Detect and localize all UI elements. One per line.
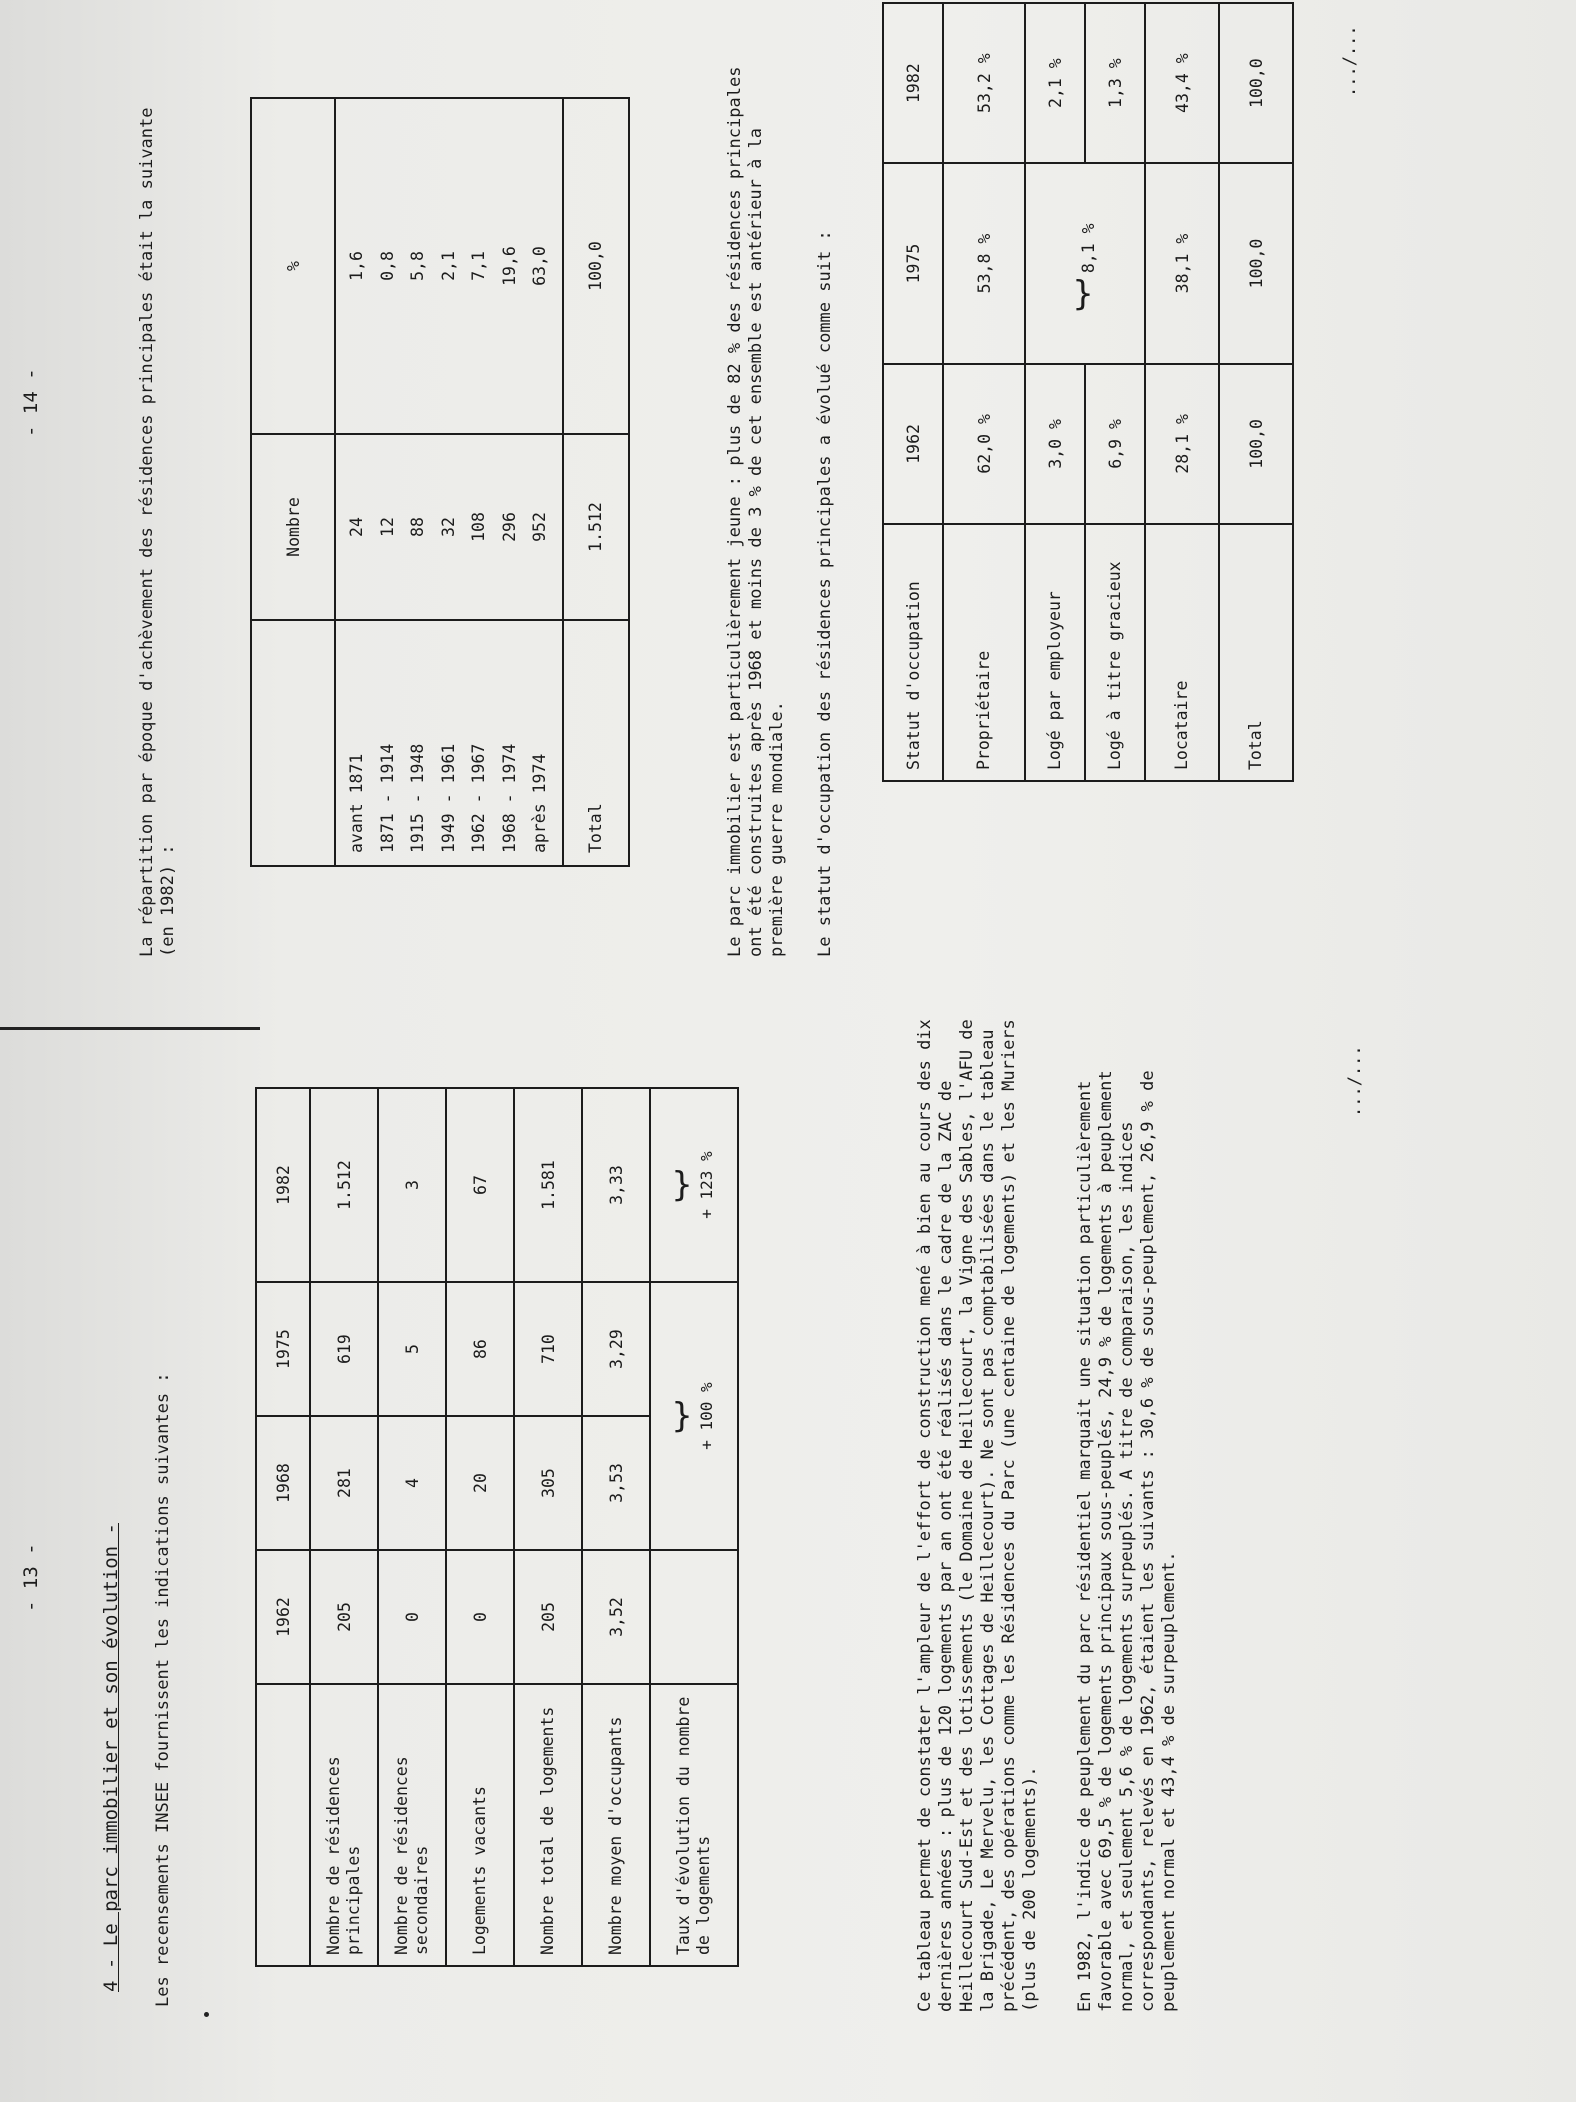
table-cell: 67 — [446, 1088, 514, 1282]
paragraph: En 1982, l'indice de peuplement du parc résidentiel marquait une situation particulièrement favorable avec 69,5 % de logements principaux sous-peuplés, 24,9 % de logements à peuplement normal, et seulement 5,6 % de logements surpeuplés. A titre de comparaison, les indices correspondants, relevés en 1962, étaient les suivants : 30,6 % de sous-peuplement, 26,9 % de peuplement normal et 43,4 % de surpeuplement. — [1075, 1070, 1179, 2012]
row-label: Propriétaire — [943, 524, 1025, 781]
total-row — [1219, 3, 1293, 781]
brace-icon: } — [671, 1396, 693, 1437]
row-label: Logements vacants — [446, 1684, 514, 1966]
percent-value: 2,1 — [438, 251, 458, 281]
table-row — [582, 1088, 650, 1966]
percent-value: 19,6 — [499, 246, 519, 286]
count-value: 108 — [469, 512, 488, 542]
paragraph: Le statut d'occupation des résidences principales a évolué comme suit : — [815, 230, 835, 957]
paragraph: Le parc immobilier est particulièrement jeune : plus de 82 % des résidences principales ont été construites après 1968 et moins de 3 % de cet ensemble est antérieur à la première guerre mondiale. — [725, 66, 787, 957]
percent-value: 63,0 — [530, 246, 549, 286]
rate-cell — [650, 1088, 738, 1282]
table-cell: 3,29 — [582, 1282, 650, 1416]
percent-list — [335, 98, 563, 434]
table-cell: 1.581 — [514, 1088, 582, 1282]
table-row — [335, 98, 563, 866]
table-cell: 62,0 % — [943, 364, 1025, 524]
column-header: Nombre — [251, 434, 335, 620]
table-cell: 305 — [514, 1416, 582, 1550]
period-label: 1962 - 1967 — [469, 743, 488, 853]
period-label: 1968 - 1974 — [499, 743, 519, 853]
page-14 — [0, 0, 1576, 1027]
count-value: 24 — [347, 517, 366, 537]
table-cell: 38,1 % — [1145, 163, 1219, 363]
rate-value: + 123 % — [697, 1151, 716, 1219]
total-row — [563, 98, 629, 866]
table-cell: 53,2 % — [943, 3, 1025, 163]
column-header: 1982 — [256, 1088, 310, 1282]
column-header: 1962 — [256, 1550, 310, 1684]
row-label: Logé à titre gracieux — [1085, 524, 1145, 781]
percent-value: 0,8 — [377, 251, 397, 281]
row-label: Logé par employeur — [1025, 524, 1085, 781]
page-number: - 13 - — [20, 1543, 42, 1612]
table-cell: 710 — [514, 1282, 582, 1416]
merged-cell — [1025, 163, 1145, 363]
intro-text: Les recensements INSEE fournissent les indications suivantes : — [153, 1372, 173, 2007]
percent-value: 7,1 — [469, 251, 488, 281]
table-cell: 43,4 % — [1145, 3, 1219, 163]
count-value: 952 — [530, 512, 549, 542]
period-label: avant 1871 — [347, 753, 366, 853]
column-header: Statut d'occupation — [883, 524, 943, 781]
row-label: Nombre de résidences secondaires — [378, 1684, 446, 1966]
table-cell: 5 — [378, 1282, 446, 1416]
table-row — [446, 1088, 514, 1966]
table-cell: 205 — [514, 1550, 582, 1684]
brace-icon: } — [1072, 273, 1093, 314]
page-number: - 14 - — [20, 368, 42, 437]
table-row — [1145, 3, 1219, 781]
table-cell: 3,33 — [582, 1088, 650, 1282]
row-label: Taux d'évolution du nombre de logements — [650, 1684, 738, 1966]
table-cell: 20 — [446, 1416, 514, 1550]
table-cell: 0 — [446, 1550, 514, 1684]
column-header: 1975 — [883, 163, 943, 363]
count-value: 88 — [408, 517, 427, 537]
table-cell: 1,3 % — [1085, 3, 1145, 163]
rate-cell — [650, 1282, 738, 1550]
percent-value: 1,6 — [347, 251, 366, 281]
period-list — [335, 620, 563, 866]
period-label: 1915 - 1948 — [408, 743, 427, 853]
table-cell: 3,0 % — [1025, 364, 1085, 524]
table-row-rate — [650, 1088, 738, 1966]
scan-speck — [204, 2012, 209, 2017]
table-cell: 6,9 % — [1085, 364, 1145, 524]
table-cell: 100,0 — [1219, 163, 1293, 363]
intro-text: La répartition par époque d'achèvement des résidences principales était la suivante (en 1982) : — [137, 107, 178, 957]
epoque-table — [250, 97, 630, 867]
table-header-row — [256, 1088, 310, 1966]
table-cell: 4 — [378, 1416, 446, 1550]
total-label: Total — [563, 620, 629, 866]
table-cell: 3,52 — [582, 1550, 650, 1684]
period-label: après 1974 — [530, 753, 549, 853]
table-cell: 0 — [378, 1550, 446, 1684]
period-label: 1949 - 1961 — [438, 743, 458, 853]
column-header: 1962 — [883, 364, 943, 524]
column-header: % — [251, 98, 335, 434]
section-heading: 4 - Le parc immobilier et son évolution - — [100, 1523, 122, 1992]
total-percent: 100,0 — [563, 98, 629, 434]
occupation-table — [882, 2, 1294, 782]
table-row — [378, 1088, 446, 1966]
merged-value: 8,1 % — [1078, 223, 1098, 274]
table-cell: 281 — [310, 1416, 378, 1550]
column-header: 1982 — [883, 3, 943, 163]
row-label: Locataire — [1145, 524, 1219, 781]
table-cell: 100,0 — [1219, 3, 1293, 163]
table-cell: 619 — [310, 1282, 378, 1416]
count-value: 12 — [377, 517, 397, 537]
table-row — [310, 1088, 378, 1966]
rate-value: + 100 % — [697, 1382, 716, 1450]
table-cell: 3 — [378, 1088, 446, 1282]
table-header-row — [251, 98, 335, 866]
paragraph: Ce tableau permet de constater l'ampleur de l'effort de construction mené à bien au cours des dix dernières années : plus de 120 logements par an ont été réalisés dans le cadre de la ZAC de Heillecourt Sud-Est et des lotissements (le Domaine de Heillecourt, la Vigne des Sables, l'AFU de la Brigade, Le Mervelu, les Cottages de Heillecourt). Ne sont pas comptabilisées dans le tableau précédent, des opérations comme les Résidences du Parc (une centaine de logements) et les Muriers (plus de 200 logements). — [915, 1019, 1040, 2012]
table-cell: 100,0 — [1219, 364, 1293, 524]
table-cell: 53,8 % — [943, 163, 1025, 363]
table-cell: 3,53 — [582, 1416, 650, 1550]
row-label: Nombre de résidences principales — [310, 1684, 378, 1966]
table-header-row — [883, 3, 943, 781]
table-cell: 86 — [446, 1282, 514, 1416]
period-label: 1871 - 1914 — [377, 743, 397, 853]
table-corner-cell — [256, 1684, 310, 1966]
count-value: 296 — [499, 512, 519, 542]
table-row — [514, 1088, 582, 1966]
table-cell: 2,1 % — [1025, 3, 1085, 163]
percent-value: 5,8 — [408, 251, 427, 281]
table-row — [943, 3, 1025, 781]
table-cell: 1.512 — [310, 1088, 378, 1282]
brace-icon: } — [671, 1165, 693, 1206]
row-label: Total — [1219, 524, 1293, 781]
row-label: Nombre total de logements — [514, 1684, 582, 1966]
total-count: 1.512 — [563, 434, 629, 620]
row-label: Nombre moyen d'occupants — [582, 1684, 650, 1966]
column-header: 1975 — [256, 1282, 310, 1416]
count-value: 32 — [438, 517, 458, 537]
count-list — [335, 434, 563, 620]
continuation-mark: .../... — [1340, 25, 1360, 97]
table-cell: 28,1 % — [1145, 364, 1219, 524]
table-row — [1085, 3, 1145, 781]
table-cell: 205 — [310, 1550, 378, 1684]
table-corner-cell — [251, 620, 335, 866]
column-header: 1968 — [256, 1416, 310, 1550]
page-fold-line — [0, 1027, 260, 1030]
census-table — [255, 1087, 739, 1967]
continuation-mark: .../... — [1345, 1045, 1365, 1117]
table-cell-empty — [650, 1550, 738, 1684]
page-13 — [0, 1019, 1576, 2102]
table-row — [1025, 3, 1085, 781]
